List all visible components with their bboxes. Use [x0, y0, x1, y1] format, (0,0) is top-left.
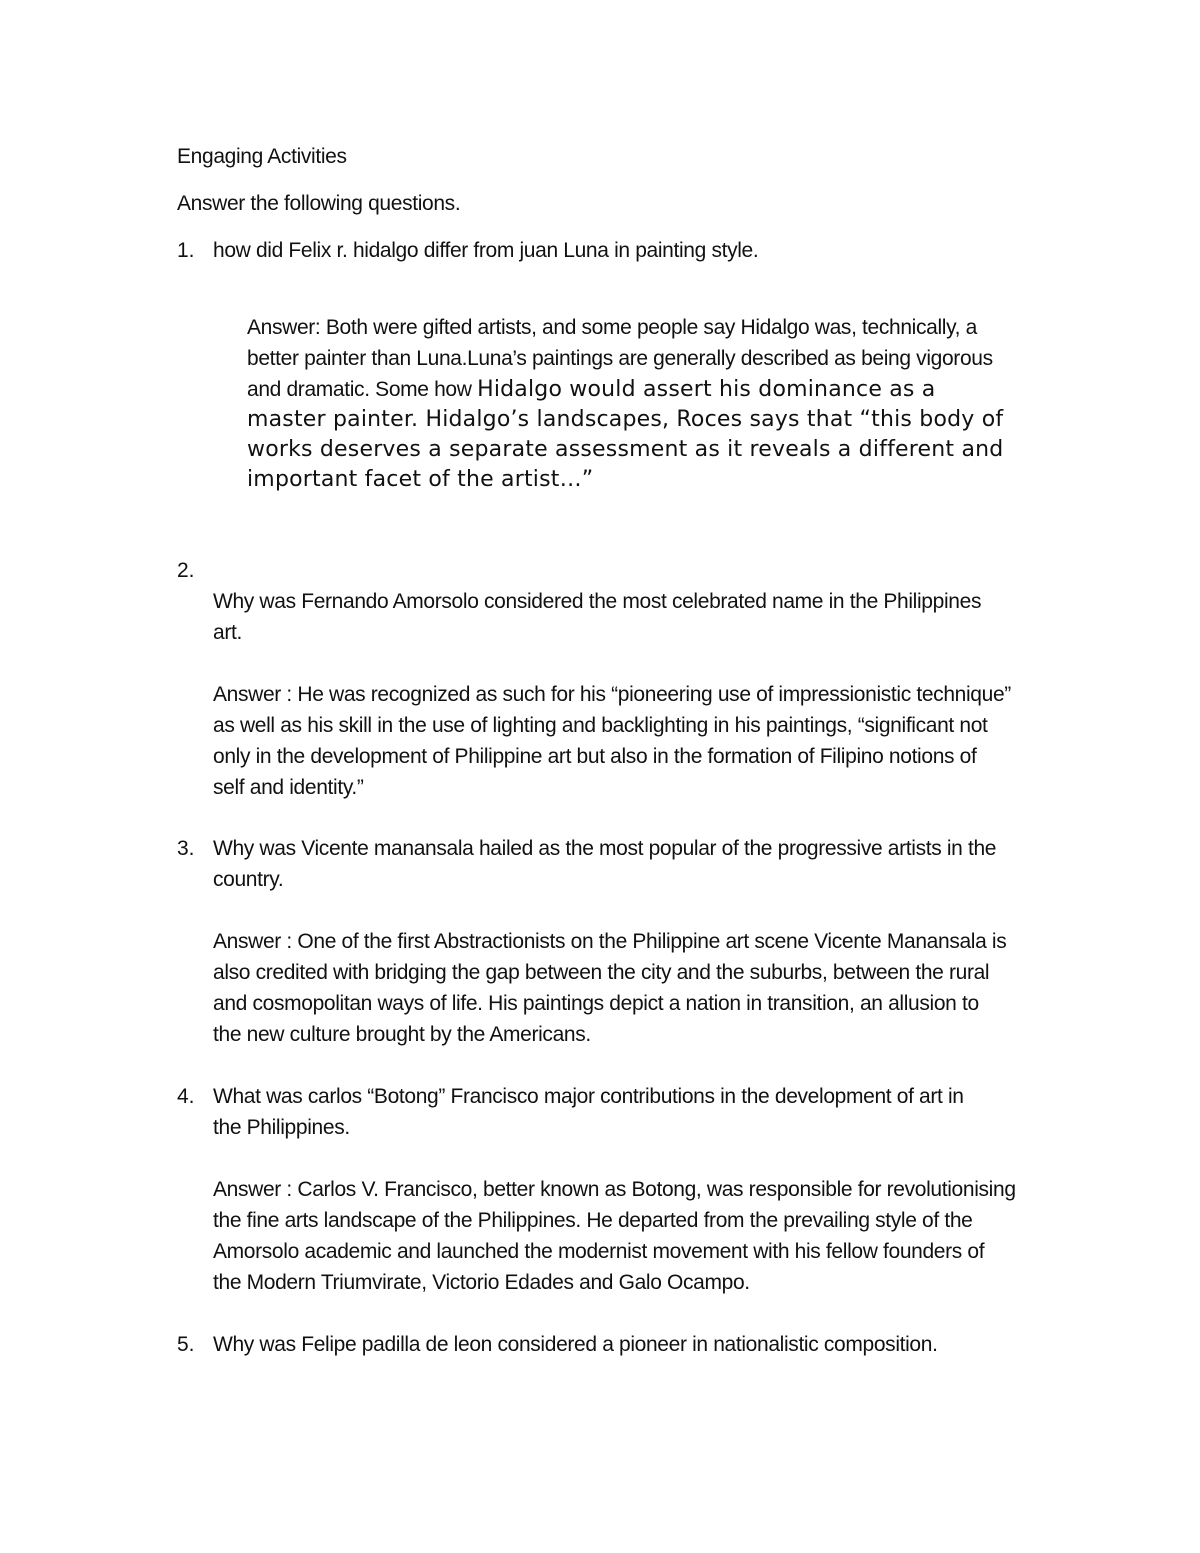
question-line: the Philippines.	[213, 1116, 350, 1139]
answer-line	[247, 374, 1003, 405]
question-text	[213, 586, 981, 648]
document-heading: Engaging Activities	[177, 145, 347, 168]
answer-line: only in the development of Philippine art but also in the formation of Filipino notions of	[213, 745, 977, 768]
answer-line: Answer: Both were gifted artists, and some people say Hidalgo was, technically, a	[247, 316, 977, 339]
question-line: art.	[213, 621, 242, 644]
question-number: 5.	[177, 1333, 195, 1356]
answer-line: Answer : One of the first Abstractionists on the Philippine art scene Vicente Manansala is	[213, 930, 1007, 953]
answer-line: works deserves a separate assessment as it reveals a different and	[247, 437, 1004, 462]
answer-line: and cosmopolitan ways of life. His paintings depict a nation in transition, an allusion to	[213, 992, 979, 1015]
answer-block	[213, 926, 1006, 1050]
answer-line: the new culture brought by the Americans.	[213, 1023, 591, 1046]
answer-line: master painter. Hidalgo’s landscapes, Roces says that “this body of	[247, 407, 1004, 432]
instruction-text: Answer the following questions.	[177, 192, 461, 215]
answer-block	[213, 679, 1011, 803]
question-number: 4.	[177, 1085, 195, 1108]
answer-line: the Modern Triumvirate, Victorio Edades and Galo Ocampo.	[213, 1271, 750, 1294]
answer-line: Answer : He was recognized as such for his “pioneering use of impressionistic technique”	[213, 683, 1011, 706]
question-text: Why was Felipe padilla de leon considered a pioneer in nationalistic composition.	[213, 1333, 938, 1356]
answer-line: the fine arts landscape of the Philippines. He departed from the prevailing style of the	[213, 1209, 973, 1232]
question-text: how did Felix r. hidalgo differ from juan Luna in painting style.	[213, 239, 759, 262]
answer-block	[213, 1174, 1016, 1298]
question-text	[213, 833, 996, 895]
question-line: Why was Fernando Amorsolo considered the most celebrated name in the Philippines	[213, 590, 982, 613]
answer-fragment: Hidalgo would assert his dominance as a	[477, 377, 936, 402]
question-number: 3.	[177, 837, 195, 860]
answer-block	[247, 312, 1003, 495]
answer-line: important facet of the artist…”	[247, 467, 594, 492]
answer-line: as well as his skill in the use of lighting and backlighting in his paintings, “significant not	[213, 714, 988, 737]
question-number: 1.	[177, 239, 195, 262]
answer-line: better painter than Luna.Luna’s paintings are generally described as being vigorous	[247, 347, 993, 370]
answer-line: Answer : Carlos V. Francisco, better known as Botong, was responsible for revolutionising	[213, 1178, 1016, 1201]
question-number: 2.	[177, 559, 195, 582]
answer-line: Amorsolo academic and launched the modernist movement with his fellow founders of	[213, 1240, 985, 1263]
answer-line: also credited with bridging the gap between the city and the suburbs, between the rural	[213, 961, 990, 984]
question-text	[213, 1081, 964, 1143]
question-line: What was carlos “Botong” Francisco major contributions in the development of art in	[213, 1085, 964, 1108]
question-line: country.	[213, 868, 284, 891]
answer-line: self and identity.”	[213, 776, 364, 799]
question-line: Why was Vicente manansala hailed as the most popular of the progressive artists in the	[213, 837, 997, 860]
answer-fragment: and dramatic. Some how	[247, 378, 478, 401]
